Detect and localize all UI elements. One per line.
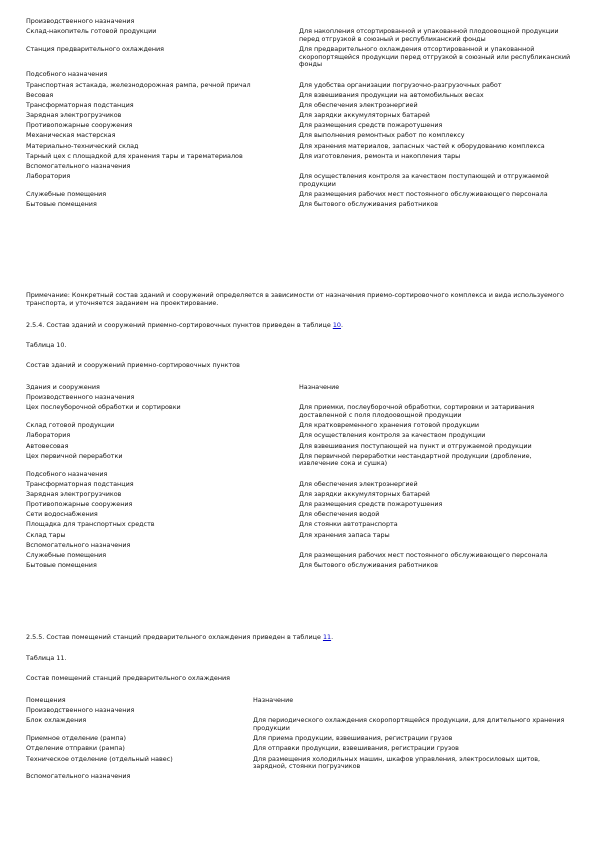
purpose-cell: Для размещения холодильных машин, шкафов управления, электросиловых щитов, зарядной, стоянки погрузчиков	[253, 754, 541, 771]
building-name-cell: Трансформаторная подстанция	[26, 479, 134, 488]
purpose-cell: Для накопления отсортированной и упакованной плодоовощной продукции перед отгрузкой в союзный и республиканский фонды	[299, 27, 559, 43]
table-10	[26, 384, 571, 572]
purpose-cell: Для приема продукции, взвешивания, регистрации грузов	[253, 734, 453, 743]
table-row	[26, 404, 571, 422]
building-name-cell: Производственного назначения	[26, 393, 135, 402]
building-name-cell: Тарный цех с площадкой для хранения тары и тарематериалов	[26, 151, 243, 160]
table-11-label: Таблица 11.	[26, 654, 67, 662]
purpose-cell: Для хранения запаса тары	[299, 530, 390, 539]
purpose-cell: Для периодического охлаждения скоропортящейся продукции, для длительного хранения продукции	[253, 716, 565, 732]
table-header-cell: Помещения	[26, 696, 66, 704]
purpose-cell: Для приемки, послеуборочной обработки, сортировки и затаривания доставленной с поля плодоовощной продукции	[299, 403, 535, 419]
table-header-cell: Здания и сооружения	[26, 383, 100, 391]
purpose-cell: Для первичной переработки нестандартной продукции (дробление, извлечение сока и сушка)	[299, 451, 532, 468]
building-name-cell: Склад готовой продукции	[26, 421, 115, 430]
purpose-cell: Для размещения средств пожаротушения	[299, 500, 443, 509]
building-name-cell: Зарядная электрогрузчиков	[26, 111, 122, 120]
table-row	[26, 756, 571, 774]
purpose-cell: Для обеспечения электроэнергией	[299, 100, 418, 109]
building-name-cell: Весовая	[26, 90, 54, 99]
building-name-cell: Техническое отделение (отдельный навес)	[26, 754, 173, 763]
building-name-cell: Вспомогательного назначения	[26, 772, 131, 781]
purpose-cell	[299, 71, 571, 81]
purpose-cell: Для осуществления контроля за качеством поступающей и отгружаемой продукции	[299, 172, 549, 188]
building-name-cell: Станция предварительного охлаждения	[26, 44, 165, 53]
building-name-cell: Зарядная электрогрузчиков	[26, 489, 122, 498]
table-row	[26, 453, 571, 471]
table-10-label: Таблица 10.	[26, 341, 67, 349]
building-name-cell: Производственного назначения	[26, 706, 135, 715]
purpose-cell: Для обеспечения электроэнергией	[299, 479, 418, 488]
building-name-cell: Склад тары	[26, 530, 66, 539]
table-header-cell: Назначение	[299, 383, 340, 391]
building-name-cell: Цех послеуборочной обработки и сортировки	[26, 403, 181, 412]
building-name-cell: Вспомогательного назначения	[26, 162, 131, 171]
purpose-cell: Для зарядки аккумуляторных батарей	[299, 111, 430, 120]
building-name-cell: Цех первичной переработки	[26, 451, 123, 460]
building-name-cell: Транспортная эстакада, железнодорожная рампа, речной причал	[26, 80, 251, 89]
building-name-cell: Отделение отправки (рампа)	[26, 744, 125, 753]
table-11	[26, 697, 571, 784]
purpose-cell: Для хранения материалов, запасных частей к оборудованию комплекса	[299, 141, 545, 150]
building-name-cell: Бытовые помещения	[26, 561, 97, 570]
building-name-cell: Площадка для транспортных средств	[26, 520, 155, 529]
building-name-cell: Противопожарные сооружения	[26, 500, 133, 509]
purpose-cell: Для зарядки аккумуляторных батарей	[299, 489, 430, 498]
building-name-cell: Материально-технический склад	[26, 141, 139, 150]
table-row	[26, 46, 571, 71]
table-row	[26, 562, 571, 572]
purpose-cell: Для размещения средств пожаротушения	[299, 121, 443, 130]
building-name-cell: Противопожарные сооружения	[26, 121, 133, 130]
building-name-cell: Блок охлаждения	[26, 716, 87, 725]
purpose-cell: Для размещения рабочих мест постоянного обслуживающего персонала	[299, 551, 548, 559]
purpose-cell: Для взвешивания поступающей на пункт и отгружаемой продукции	[299, 441, 532, 450]
table-row	[26, 745, 571, 755]
table-11-caption: Состав помещений станций предварительного охлаждения	[26, 674, 230, 682]
table-9-continuation	[26, 18, 571, 211]
building-name-cell: Бытовые помещения	[26, 200, 97, 209]
purpose-cell: Для бытового обслуживания работников	[299, 200, 438, 209]
paragraph-2-5-4: 2.5.4. Состав зданий и сооружений приемно-сортировочных пунктов приведен в таблице 10.	[26, 321, 343, 329]
building-name-cell: Служебные помещения	[26, 190, 107, 198]
building-name-cell: Производственного назначения	[26, 17, 135, 25]
purpose-cell: Для стоянки автотранспорта	[299, 520, 398, 529]
table-row	[26, 773, 571, 783]
building-name-cell: Механическая мастерская	[26, 131, 116, 140]
purpose-cell: Для изготовления, ремонта и накопления тары	[299, 151, 461, 160]
purpose-cell: Для размещения рабочих мест постоянного обслуживающего персонала	[299, 190, 548, 198]
purpose-cell: Для удобства организации погрузочно-разгрузочных работ	[299, 80, 502, 89]
table-row	[26, 71, 571, 81]
purpose-cell: Для взвешивания продукции на автомобильных весах	[299, 90, 484, 99]
building-name-cell: Подсобного назначения	[26, 70, 108, 79]
table-row	[26, 28, 571, 46]
building-name-cell: Подсобного назначения	[26, 469, 108, 478]
building-name-cell: Лаборатория	[26, 172, 71, 181]
table-row	[26, 717, 571, 735]
table-row	[26, 173, 571, 191]
table-10-caption: Состав зданий и сооружений приемно-сортировочных пунктов	[26, 361, 240, 369]
building-name-cell: Служебные помещения	[26, 551, 107, 559]
purpose-cell	[253, 773, 571, 783]
building-name-cell: Сети водоснабжения	[26, 510, 98, 519]
building-name-cell: Склад-накопитель готовой продукции	[26, 27, 157, 36]
table-row	[26, 201, 571, 211]
table-10-link[interactable]: 10	[332, 321, 341, 329]
purpose-cell: Для выполнения ремонтных работ по комплексу	[299, 131, 465, 140]
paragraph-2-5-5: 2.5.5. Состав помещений станций предварительного охлаждения приведен в таблице 11.	[26, 633, 334, 641]
purpose-cell: Для отправки продукции, взвешивания, регистрации грузов	[253, 744, 459, 753]
purpose-cell: Для кратковременного хранения готовой продукции	[299, 421, 480, 430]
building-name-cell: Трансформаторная подстанция	[26, 100, 134, 109]
purpose-cell: Для осуществления контроля за качеством продукции	[299, 431, 486, 440]
building-name-cell: Вспомогательного назначения	[26, 540, 131, 549]
building-name-cell: Автовесовая	[26, 441, 69, 450]
table-11-link[interactable]: 11	[322, 633, 332, 641]
building-name-cell: Приемное отделение (рампа)	[26, 734, 126, 743]
table-row	[26, 432, 571, 442]
building-name-cell: Лаборатория	[26, 431, 71, 440]
purpose-cell: Для предварительного охлаждения отсортированной и упакованной скоропортящейся продукции перед отгрузкой в союзный или республиканский фонды	[299, 44, 571, 69]
purpose-cell: Для бытового обслуживания работников	[299, 561, 438, 570]
table-note: Примечание: Конкретный состав зданий и сооружений определяется в зависимости от назначения приемо-сортировочного комплекса и вида используемого транспорта, и уточняется заданием на проектирование.	[26, 291, 564, 307]
purpose-cell: Для обеспечения водой	[299, 510, 380, 519]
table-header-cell: Назначение	[253, 696, 294, 704]
